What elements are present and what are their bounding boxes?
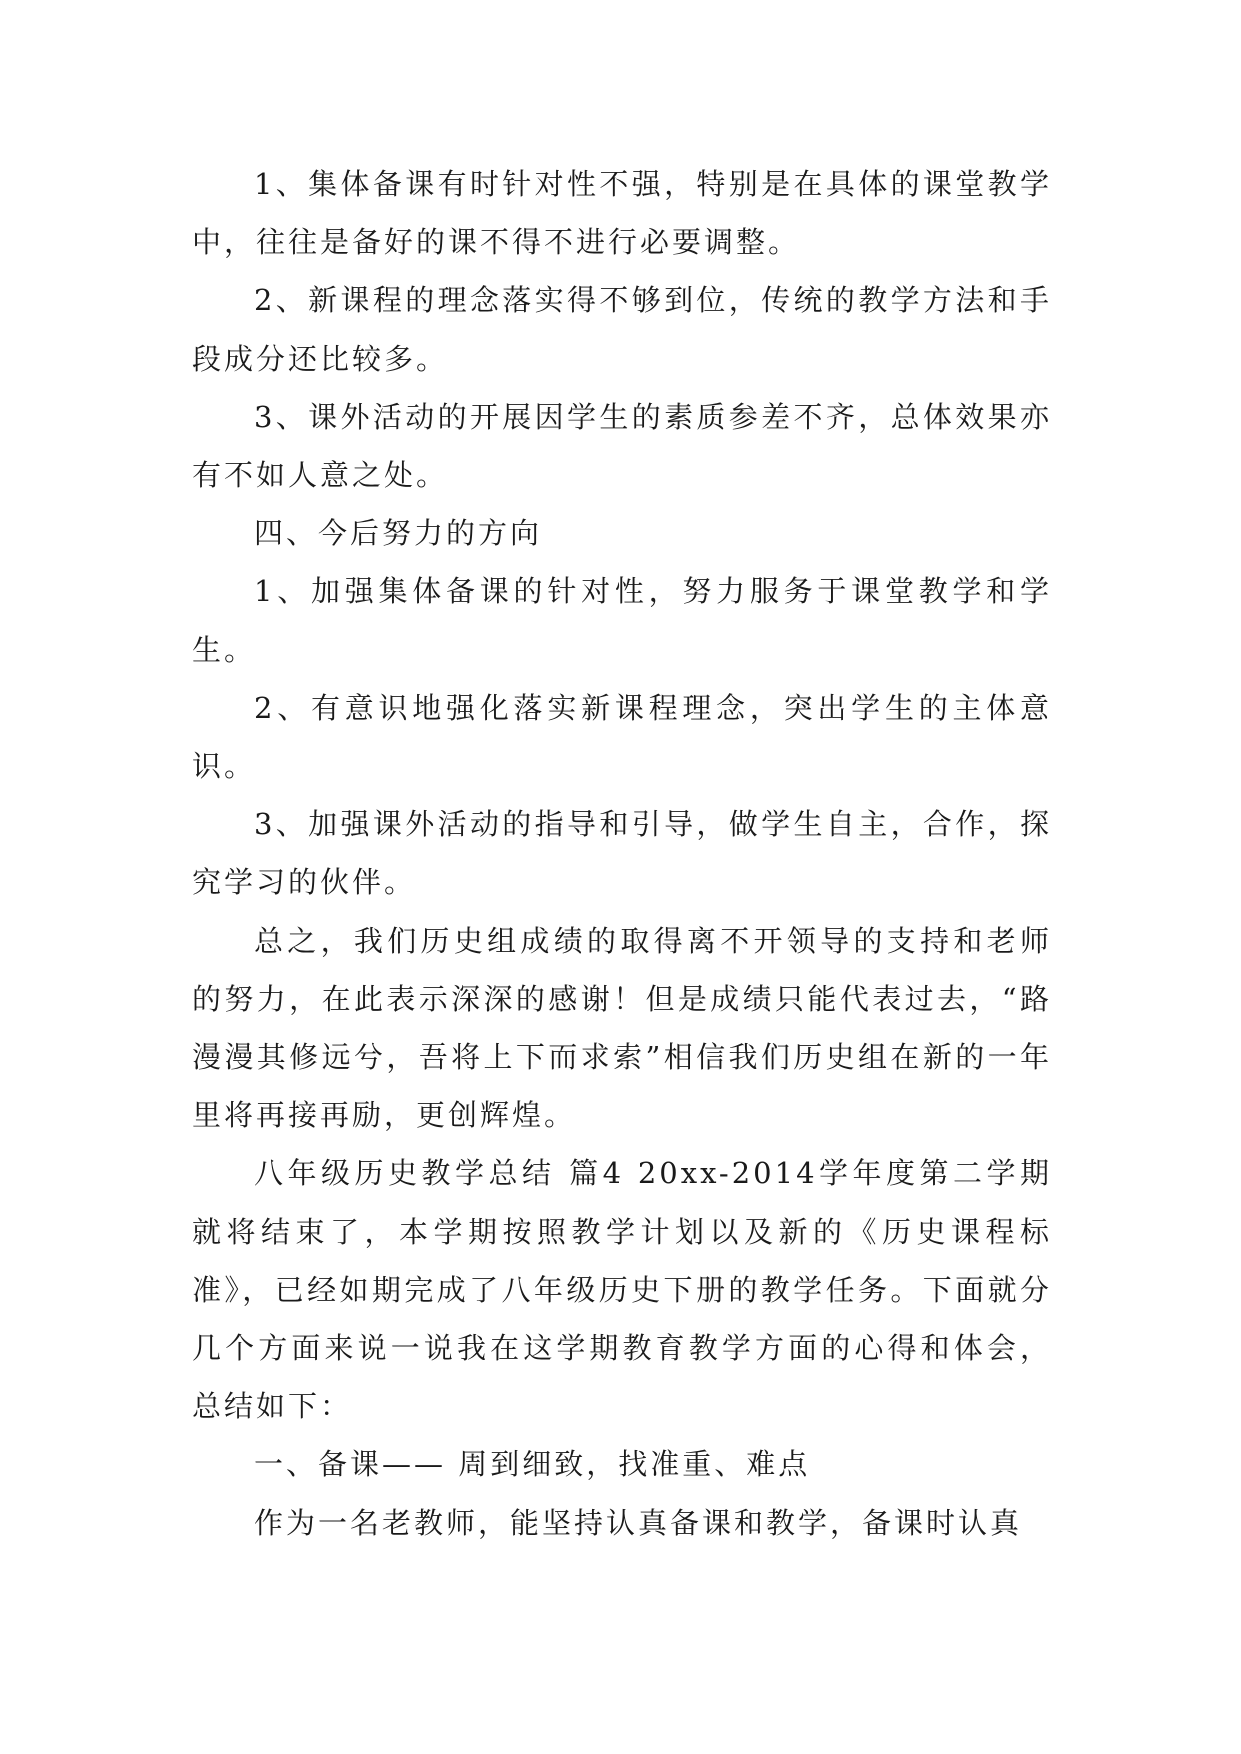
- paragraph-problem-3: 3、课外活动的开展因学生的素质参差不齐，总体效果亦有不如人意之处。: [192, 399, 1052, 493]
- section-heading-lesson-prep: 一、备课—— 周到细致，找准重、难点: [254, 1447, 811, 1482]
- paragraph-direction-1: 1、加强集体备课的针对性，努力服务于课堂教学和学生。: [192, 574, 1052, 667]
- paragraph-direction-2: 2、有意识地强化落实新课程理念，突出学生的主体意识。: [192, 690, 1052, 784]
- document-body: [192, 155, 1052, 1552]
- section-heading-future-direction: 四、今后努力的方向: [254, 516, 543, 551]
- paragraph-lesson-prep: 作为一名老教师，能坚持认真备课和教学，备课时认真: [254, 1505, 1023, 1540]
- paragraph-problem-1: 1、集体备课有时针对性不强，特别是在具体的课堂教学中，往往是备好的课不得不进行必要调整。: [192, 167, 1052, 260]
- paragraph-conclusion: 总之，我们历史组成绩的取得离不开领导的支持和老师的努力，在此表示深深的感谢！但是成绩只能代表过去，“路漫漫其修远兮，吾将上下而求索”相信我们历史组在新的一年里将再接再励，更创辉煌。: [192, 923, 1052, 1133]
- paragraph-direction-3: 3、加强课外活动的指导和引导，做学生自主，合作，探究学习的伙伴。: [192, 807, 1052, 900]
- paragraph-article-4-intro: 八年级历史教学总结 篇4 20xx-2014学年度第二学期就将结束了，本学期按照教学计划以及新的《历史课程标准》，已经如期完成了八年级历史下册的教学任务。下面就分几个方面来说一说我在这学期教育教学方面的心得和体会，总结如下：: [192, 1156, 1052, 1424]
- paragraph-problem-2: 2、新课程的理念落实得不够到位，传统的教学方法和手段成分还比较多。: [192, 283, 1052, 376]
